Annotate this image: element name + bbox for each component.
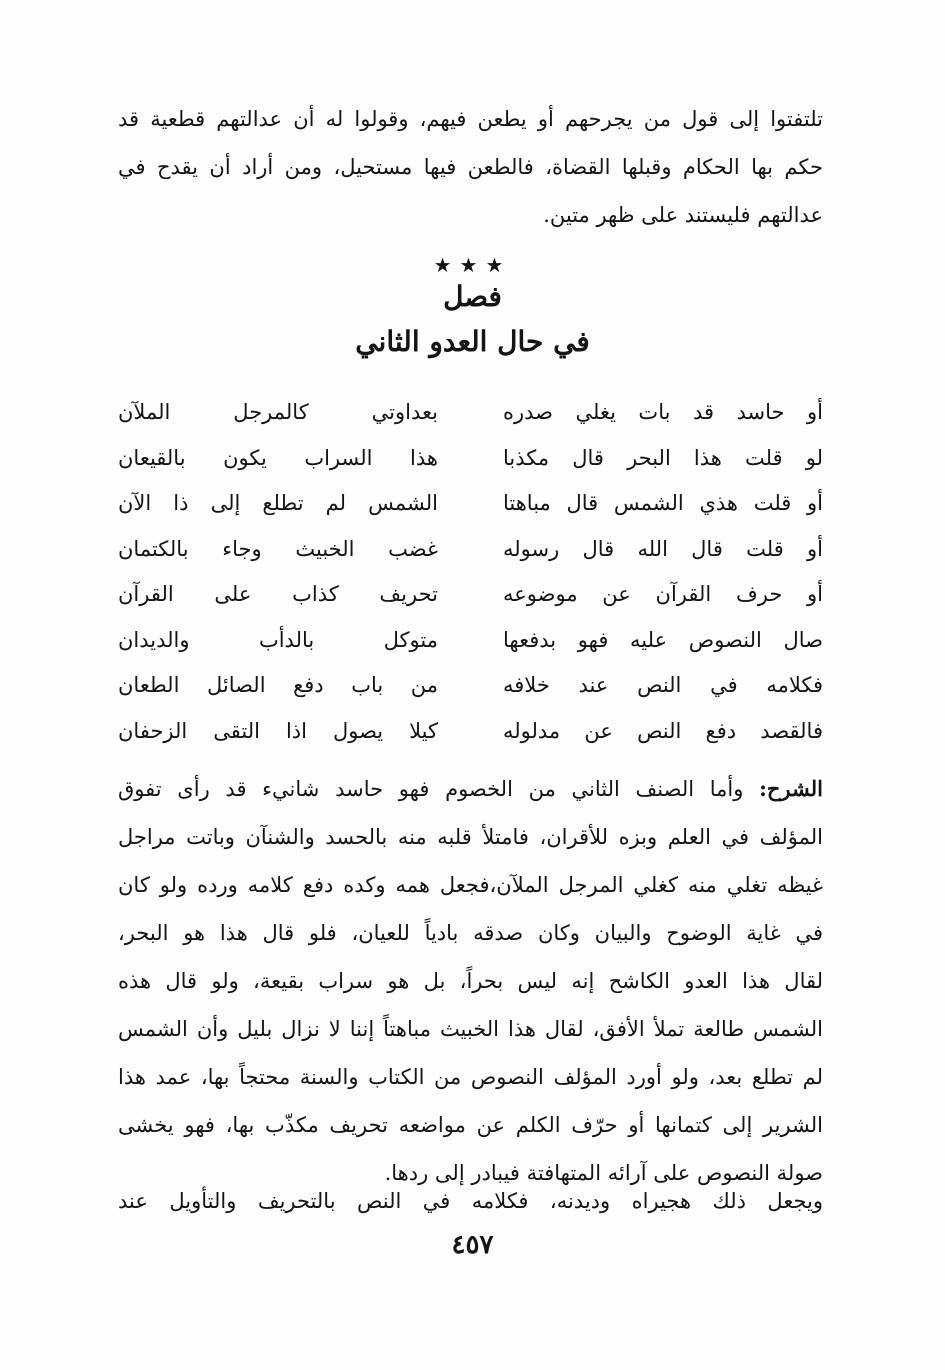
commentary-line: لقال هذا العدو الكاشح إنه ليس بحراً، بل هو سراب بقيعة، ولو قال هذه <box>118 969 823 993</box>
commentary-line: المؤلف في العلم وبزه للأقران، فامتلأ قلبه منه بالحسد والشنآن وباتت مراجل <box>118 825 823 849</box>
poem-verse <box>118 390 823 436</box>
commentary-label: الشرح: <box>759 776 823 801</box>
poem-verse <box>118 436 823 482</box>
poem-verse <box>118 663 823 709</box>
poem-verse <box>118 618 823 664</box>
verse-first-hemistich: فكلامه في النص عند خلافه <box>503 673 823 697</box>
intro-line: حكم بها الحكام وقبلها القضاة، فالطعن فيها مستحيل، ومن أراد أن يقدح في <box>118 155 823 179</box>
commentary-line: في غاية الوضوح والبيان وكان صدقه بادياً للعيان، فلو قال هذا هو البحر، <box>118 921 823 945</box>
verse-first-hemistich: أو حرف القرآن عن موضوعه <box>503 582 823 606</box>
verse-first-hemistich: أو حاسد قد بات يغلي صدره <box>503 400 823 424</box>
intro-paragraph <box>118 95 823 239</box>
chapter-heading: فصل <box>443 280 502 313</box>
commentary-line: لم تطلع بعد، ولو أورد المؤلف النصوص من الكتاب والسنة محتجاً بها، عمد هذا <box>118 1065 823 1089</box>
commentary-first-line-text: وأما الصنف الثاني من الخصوم فهو حاسد شانيء قد رأى تفوق <box>118 777 744 801</box>
verse-first-hemistich: أو قلت قال الله قال رسوله <box>503 536 823 561</box>
commentary-paragraph <box>118 765 823 1197</box>
verse-second-hemistich: من باب دفع الصائل الطعان <box>118 673 438 697</box>
verse-first-hemistich: أو قلت هذي الشمس قال مباهتا <box>503 491 823 515</box>
verse-first-hemistich: صال النصوص عليه فهو بدفعها <box>503 627 823 652</box>
intro-line: عدالتهم فليستند على ظهر متين. <box>543 203 823 227</box>
closing-paragraph <box>118 1177 823 1225</box>
verse-first-hemistich: لو قلت هذا البحر قال مكذبا <box>503 445 823 470</box>
chapter-subheading: في حال العدو الثاني <box>355 325 590 358</box>
poem-verse <box>118 527 823 573</box>
poem-block <box>118 390 823 754</box>
verse-second-hemistich: الشمس لم تطلع إلى ذا الآن <box>118 491 438 515</box>
verse-second-hemistich: غضب الخبيث وجاء بالكتمان <box>118 536 438 561</box>
poem-verse <box>118 709 823 755</box>
commentary-line: الشرير إلى كتمانها أو حرّف الكلم عن مواضعه تحريف مكذّب بها، فهو يخشى <box>118 1113 823 1137</box>
verse-first-hemistich: فالقصد دفع النص عن مدلوله <box>503 718 823 743</box>
commentary-line <box>118 765 823 813</box>
intro-line: تلتفتوا إلى قول من يجرحهم أو يطعن فيهم، وقولوا له أن عدالتهم قطعية قد <box>118 107 823 131</box>
verse-second-hemistich: بعداوتي كالمرجل الملآن <box>118 400 438 424</box>
poem-verse <box>118 572 823 618</box>
verse-second-hemistich: كيلا يصول اذا التقى الزحفان <box>118 718 438 743</box>
verse-second-hemistich: هذا السراب يكون بالقيعان <box>118 445 438 470</box>
verse-second-hemistich: تحريف كذاب على القرآن <box>118 582 438 606</box>
poem-verse <box>118 481 823 527</box>
commentary-line: غيظه تغلي منه كغلي المرجل الملآن،فجعل همه وكده دفع كلامه ورده ولو كان <box>118 873 823 897</box>
commentary-line: الشمس طالعة تملأ الأفق، لقال هذا الخبيث مباهتاً إننا لا نزال بليل وأن الشمس <box>118 1017 823 1041</box>
section-separator-stars: ★★★ <box>433 253 512 277</box>
page-number: ٤٥٧ <box>451 1230 494 1260</box>
closing-line: ويجعل ذلك هجيراه وديدنه، فكلامه في النص بالتحريف والتأويل عند <box>118 1189 823 1213</box>
verse-second-hemistich: متوكل بالدأب والديدان <box>118 627 438 652</box>
commentary-line: صولة النصوص على آرائه المتهافتة فيبادر إلى ردها. <box>384 1161 823 1185</box>
